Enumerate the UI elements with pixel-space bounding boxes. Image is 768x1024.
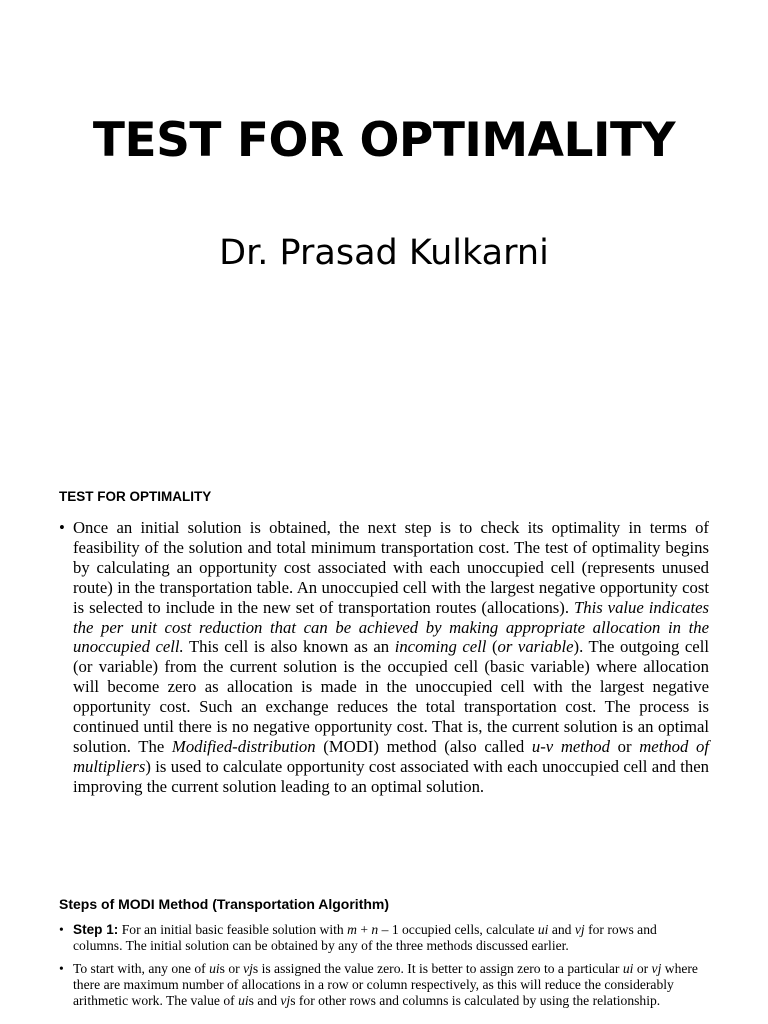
bullet-icon: • (59, 518, 65, 537)
bullet-icon: • (59, 961, 64, 976)
paragraph-emphasis: This value indicates the per unit cost reduction that can be achieved by making appropriate allocation in the unoccupied cell. (73, 597, 709, 657)
paragraph-text: ). The outgoing cell (or variable) from the current solution is the occupied cell (basic variable) where allocation will become zero as allocation is made in the unoccupied cell with the largest negative opportunity cost. Such an exchange reduces the total transportation cost. The process is continued until there is no negative opportunity cost. That is, the current solution is an optimal solution. The (73, 637, 709, 756)
step-text: or (633, 961, 652, 976)
math-ui: ui (238, 993, 249, 1008)
term-method-of-multipliers: method of multipliers (73, 736, 710, 776)
term-modified-distribution: Modified-distribution (171, 736, 316, 756)
term-uv-method: u-v method (531, 736, 610, 756)
list-item-step-1 (59, 922, 704, 954)
math-vj: vj (651, 961, 662, 976)
math-vj: vj (243, 961, 253, 976)
step-text: To start with, any one of (73, 961, 210, 976)
list-item (59, 518, 709, 797)
step-text: + (356, 922, 372, 937)
title-slide (0, 0, 768, 470)
step-text: s and (248, 993, 281, 1008)
step-text: s or (219, 961, 244, 976)
step-text: for rows and columns. The initial solution can be obtained by any of the three methods discussed earlier. (73, 922, 657, 953)
step-text: and (548, 922, 575, 937)
math-m: m (347, 922, 357, 937)
math-n: n (371, 922, 379, 937)
paragraph-text: This cell is also known as an (183, 637, 395, 657)
bullet-icon: • (59, 922, 64, 937)
slide-title: TEST FOR OPTIMALITY (92, 113, 676, 168)
list-item-step-2 (59, 961, 704, 1009)
step-text: s for other rows and columns is calculated by using the relationship. (290, 993, 661, 1008)
modi-steps-list (59, 922, 704, 1016)
section-heading-optimality: TEST FOR OPTIMALITY (59, 489, 212, 504)
section-heading-modi-steps: Steps of MODI Method (Transportation Algorithm) (59, 896, 390, 912)
step-label: Step 1: (73, 922, 119, 937)
paragraph-text: ) is used to calculate opportunity cost associated with each unoccupied cell and then improving the current solution leading to an optimal solution. (73, 756, 709, 796)
optimality-bullet-list (59, 518, 709, 797)
step-text: For an initial basic feasible solution with (118, 922, 348, 937)
step-text: s is assigned the value zero. It is better to assign zero to a particular (252, 961, 623, 976)
paragraph-text: Once an initial solution is obtained, the next step is to check its optimality in terms of feasibility of the solution and total minimum transportation cost. The test of optimality begins by calculating an opportunity cost associated with each unoccupied cell (represents unused route) in the transportation table. An unoccupied cell with the largest negative opportunity cost is selected to include in the new set of transportation routes (allocations). (73, 518, 709, 617)
math-vj: vj (574, 922, 585, 937)
math-ui: ui (537, 922, 549, 937)
slide-author: Dr. Prasad Kulkarni (219, 233, 549, 273)
paragraph-text: or (610, 736, 640, 756)
step-text: – 1 occupied cells, calculate (378, 922, 538, 937)
math-ui: ui (209, 961, 220, 976)
math-vj: vj (280, 993, 291, 1008)
term-incoming-cell: incoming cell (394, 637, 487, 657)
step-text: where there are maximum number of allocations in a row or column respectively, as this will reduce the considerably arithmetic work. The value of (73, 961, 698, 1008)
paragraph-text: (MODI) method (also called (315, 736, 532, 756)
math-ui: ui (622, 961, 634, 976)
paragraph-text: ( (486, 637, 498, 657)
term-or-variable: or variable (497, 637, 574, 657)
